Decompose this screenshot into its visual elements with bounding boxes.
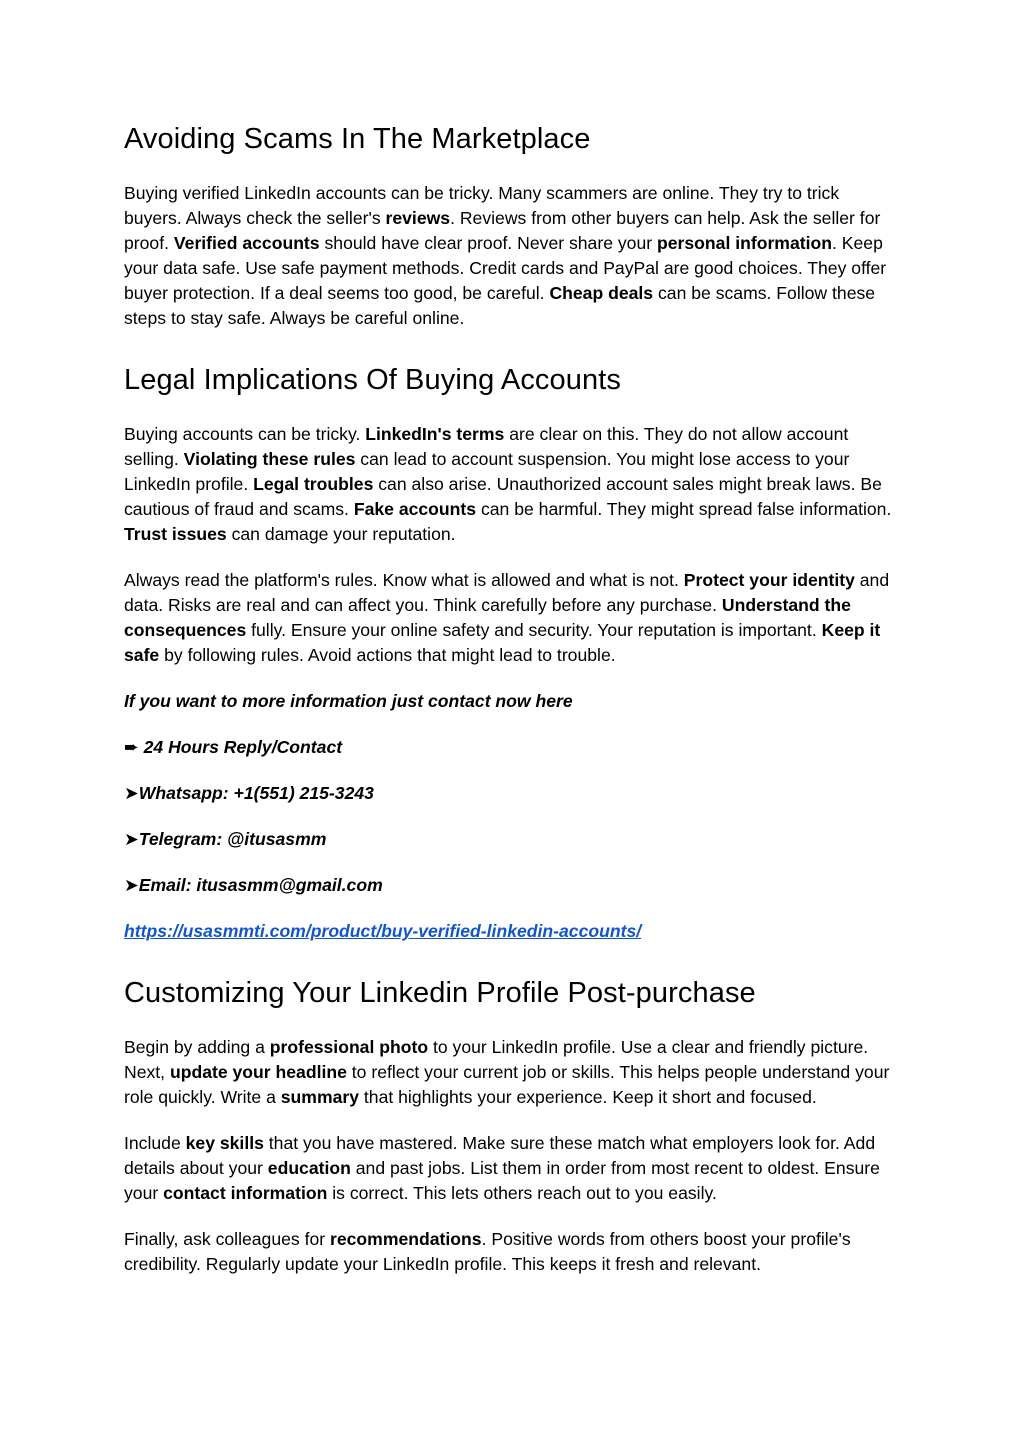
text-run: Buying accounts can be tricky. bbox=[124, 424, 366, 444]
bold-run: contact information bbox=[163, 1183, 328, 1203]
bold-run: Cheap deals bbox=[549, 283, 654, 303]
text-run: are clear on this. They do not allow account selling. bbox=[124, 424, 849, 469]
text-run: should have clear proof. Never share your bbox=[319, 233, 657, 253]
text-run: and data. Risks are real and can affect you. Think carefully before any purchase. bbox=[124, 570, 890, 615]
text-run: can also arise. Unauthorized account sales might break laws. Be cautious of fraud and scams. bbox=[124, 474, 882, 519]
text-run: . Keep your data safe. Use safe payment methods. Credit cards and PayPal are good choices. They offer buyer protection. If a deal seems too good, be careful. bbox=[124, 233, 887, 303]
text-run: is correct. This lets others reach out to you easily. bbox=[327, 1183, 717, 1203]
bold-run: Understand the consequences bbox=[124, 595, 851, 640]
bold-run: Trust issues bbox=[124, 524, 227, 544]
contact-intro: If you want to more information just contact now here bbox=[124, 691, 573, 711]
bold-run: recommendations bbox=[330, 1229, 482, 1249]
text-run: to your LinkedIn profile. Use a clear and friendly picture. Next, bbox=[124, 1037, 869, 1082]
section-heading-legal: Legal Implications Of Buying Accounts bbox=[124, 364, 621, 396]
text-run: can lead to account suspension. You might lose access to your LinkedIn profile. bbox=[124, 449, 850, 494]
text-run: can be harmful. They might spread false information. bbox=[476, 499, 892, 519]
document-page bbox=[124, 116, 900, 1277]
bold-run: summary bbox=[280, 1087, 360, 1107]
section-heading-scams: Avoiding Scams In The Marketplace bbox=[124, 123, 591, 155]
text-run: Include bbox=[124, 1133, 186, 1153]
text-run: . Reviews from other buyers can help. Ask the seller for proof. bbox=[124, 208, 881, 253]
section-heading-customizing: Customizing Your Linkedin Profile Post-purchase bbox=[124, 977, 756, 1009]
text-run: . Positive words from others boost your profile's credibility. Regularly update your LinkedIn profile. This keeps it fresh and relevant. bbox=[124, 1229, 851, 1274]
paragraph-scams bbox=[124, 181, 900, 331]
contact-telegram: ➤Telegram: @itusasmm bbox=[124, 829, 327, 849]
bold-run: Verified accounts bbox=[173, 233, 320, 253]
bold-run: personal information bbox=[657, 233, 832, 253]
contact-reply-hours: ➨ 24 Hours Reply/Contact bbox=[124, 737, 343, 757]
product-link[interactable]: https://usasmmti.com/product/buy-verified-linkedin-accounts/ bbox=[124, 921, 642, 941]
text-run: by following rules. Avoid actions that might lead to trouble. bbox=[159, 645, 616, 665]
text-run: can be scams. Follow these steps to stay safe. Always be careful online. bbox=[124, 283, 876, 328]
text-run: to reflect your current job or skills. This helps people understand your role quickly. Write a bbox=[124, 1062, 890, 1107]
bold-run: key skills bbox=[185, 1133, 264, 1153]
bold-run: Keep it safe bbox=[124, 620, 881, 665]
text-run: Buying verified LinkedIn accounts can be tricky. Many scammers are online. They try to trick buyers. Always check the seller's bbox=[124, 183, 840, 228]
bold-run: professional photo bbox=[269, 1037, 429, 1057]
text-run: Always read the platform's rules. Know what is allowed and what is not. bbox=[124, 570, 684, 590]
bold-run: Protect your identity bbox=[683, 570, 855, 590]
bold-run: Legal troubles bbox=[253, 474, 374, 494]
text-run: Begin by adding a bbox=[124, 1037, 270, 1057]
text-run: Finally, ask colleagues for bbox=[124, 1229, 331, 1249]
contact-whatsapp: ➤Whatsapp: +1(551) 215-3243 bbox=[124, 783, 374, 803]
bold-run: Violating these rules bbox=[183, 449, 356, 469]
contact-email: ➤Email: itusasmm@gmail.com bbox=[124, 875, 383, 895]
text-run: can damage your reputation. bbox=[226, 524, 456, 544]
bold-run: reviews bbox=[385, 208, 451, 228]
bold-run: education bbox=[267, 1158, 351, 1178]
paragraph-legal-2 bbox=[124, 568, 900, 668]
bold-run: update your headline bbox=[169, 1062, 347, 1082]
bold-run: Fake accounts bbox=[353, 499, 477, 519]
text-run: fully. Ensure your online safety and security. Your reputation is important. bbox=[246, 620, 822, 640]
paragraph-customizing-3 bbox=[124, 1227, 900, 1277]
product-link-line bbox=[124, 919, 900, 944]
paragraph-customizing-1 bbox=[124, 1035, 900, 1110]
bold-run: LinkedIn's terms bbox=[365, 424, 505, 444]
text-run: and past jobs. List them in order from most recent to oldest. Ensure your bbox=[124, 1158, 880, 1203]
paragraph-legal-1 bbox=[124, 422, 900, 547]
text-run: that you have mastered. Make sure these match what employers look for. Add details about your bbox=[124, 1133, 876, 1178]
text-run: that highlights your experience. Keep it short and focused. bbox=[359, 1087, 817, 1107]
paragraph-customizing-2 bbox=[124, 1131, 900, 1206]
